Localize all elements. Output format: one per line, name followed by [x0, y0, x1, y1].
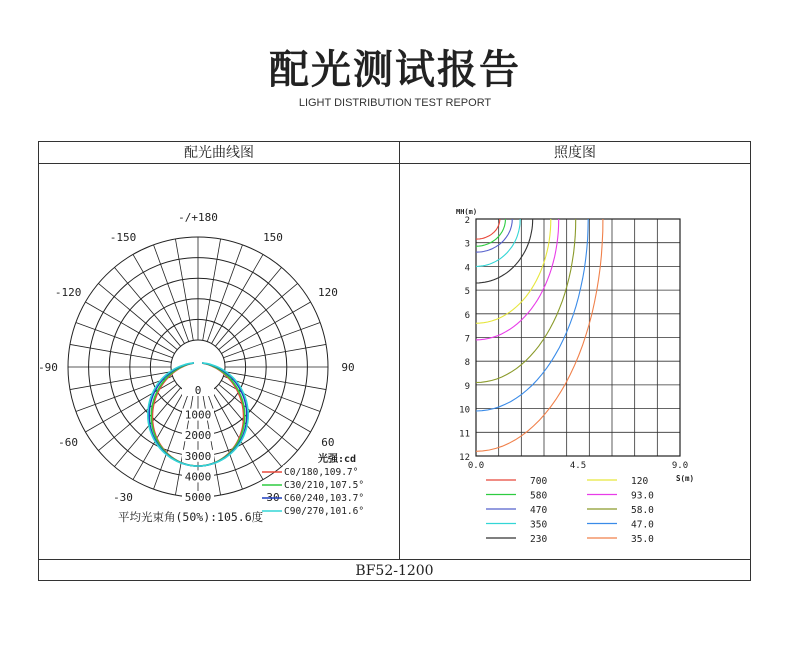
polar-angle-label: -120 — [54, 286, 82, 299]
polar-radial-tick: 0 — [194, 384, 202, 397]
iso-contour-curve — [476, 219, 506, 246]
page-title: 配光测试报告 — [269, 47, 521, 93]
iso-y-tick: 6 — [464, 310, 470, 321]
iso-legend-entry: 120 — [631, 476, 649, 487]
polar-radial-tick: 3000 — [184, 449, 212, 463]
polar-radial-tick: 2000 — [184, 429, 212, 443]
polar-panel-header: 配光曲线图 — [39, 142, 399, 164]
polar-angle-label: -/+180 — [178, 211, 218, 224]
iso-legend-entry: 700 — [530, 476, 548, 487]
model-number: BF52-1200 — [39, 559, 750, 582]
polar-angle-label: -150 — [109, 231, 137, 245]
iso-contour-curve — [476, 219, 576, 383]
iso-x-tick: 9.0 — [671, 461, 689, 471]
beam-angle-label: 平均光束角(50%):105.6度 — [118, 510, 264, 524]
polar-angle-label: 150 — [263, 231, 283, 245]
iso-y-tick: 11 — [459, 429, 470, 440]
polar-angle-label: -90 — [38, 361, 58, 374]
polar-radial-tick: 1000 — [184, 408, 212, 422]
polar-angle-label: 90 — [341, 361, 355, 374]
polar-angle-label: 60 — [321, 436, 335, 449]
polar-angle-label: 120 — [317, 286, 338, 299]
iso-x-tick: 4.5 — [569, 461, 587, 471]
polar-unit-label: 光强:cd — [318, 454, 357, 465]
iso-x-label: S(m) — [676, 474, 695, 483]
legend-entry: C0/180,109.7° — [284, 467, 359, 478]
iso-y-tick: 3 — [464, 239, 470, 250]
polar-angle-label: 30 — [266, 490, 280, 504]
polar-angle-label: -60 — [58, 436, 79, 449]
iso-legend-entry: 230 — [530, 534, 548, 545]
iso-legend-entry: 58.0 — [631, 505, 654, 516]
page-subtitle: LIGHT DISTRIBUTION TEST REPORT — [298, 97, 492, 109]
polar-radial-tick: 4000 — [184, 470, 212, 484]
iso-contour-curve — [476, 219, 500, 239]
legend-entry: C30/210,107.5° — [284, 480, 365, 491]
iso-contour-curve — [476, 219, 512, 252]
iso-y-tick: 9 — [464, 381, 470, 392]
iso-y-tick: 4 — [464, 263, 470, 274]
iso-contour-curve — [476, 219, 551, 323]
legend-entry: C60/240,103.7° — [284, 493, 365, 504]
iso-contour-curve — [476, 219, 603, 451]
iso-y-tick: 10 — [459, 405, 470, 416]
iso-y-tick: 8 — [464, 358, 470, 369]
iso-y-tick: 5 — [464, 287, 470, 298]
iso-legend-entry: 580 — [530, 490, 548, 502]
iso-y-label: MH(m) — [456, 208, 478, 216]
iso-y-tick: 2 — [464, 216, 470, 226]
iso-legend-entry: 93.0 — [631, 490, 654, 502]
polar-angle-label: -30 — [113, 490, 133, 504]
polar-radial-tick: 5000 — [184, 491, 212, 504]
iso-legend-entry: 35.0 — [631, 534, 654, 545]
iso-y-tick: 12 — [459, 453, 470, 463]
iso-legend-entry: 350 — [530, 519, 548, 531]
iso-legend-entry: 470 — [530, 505, 548, 516]
isolux-panel-header: 照度图 — [400, 142, 750, 164]
iso-y-tick: 7 — [464, 334, 470, 345]
iso-x-tick: 0.0 — [467, 461, 485, 471]
iso-legend-entry: 47.0 — [631, 519, 654, 531]
legend-entry: C90/270,101.6° — [284, 506, 365, 517]
